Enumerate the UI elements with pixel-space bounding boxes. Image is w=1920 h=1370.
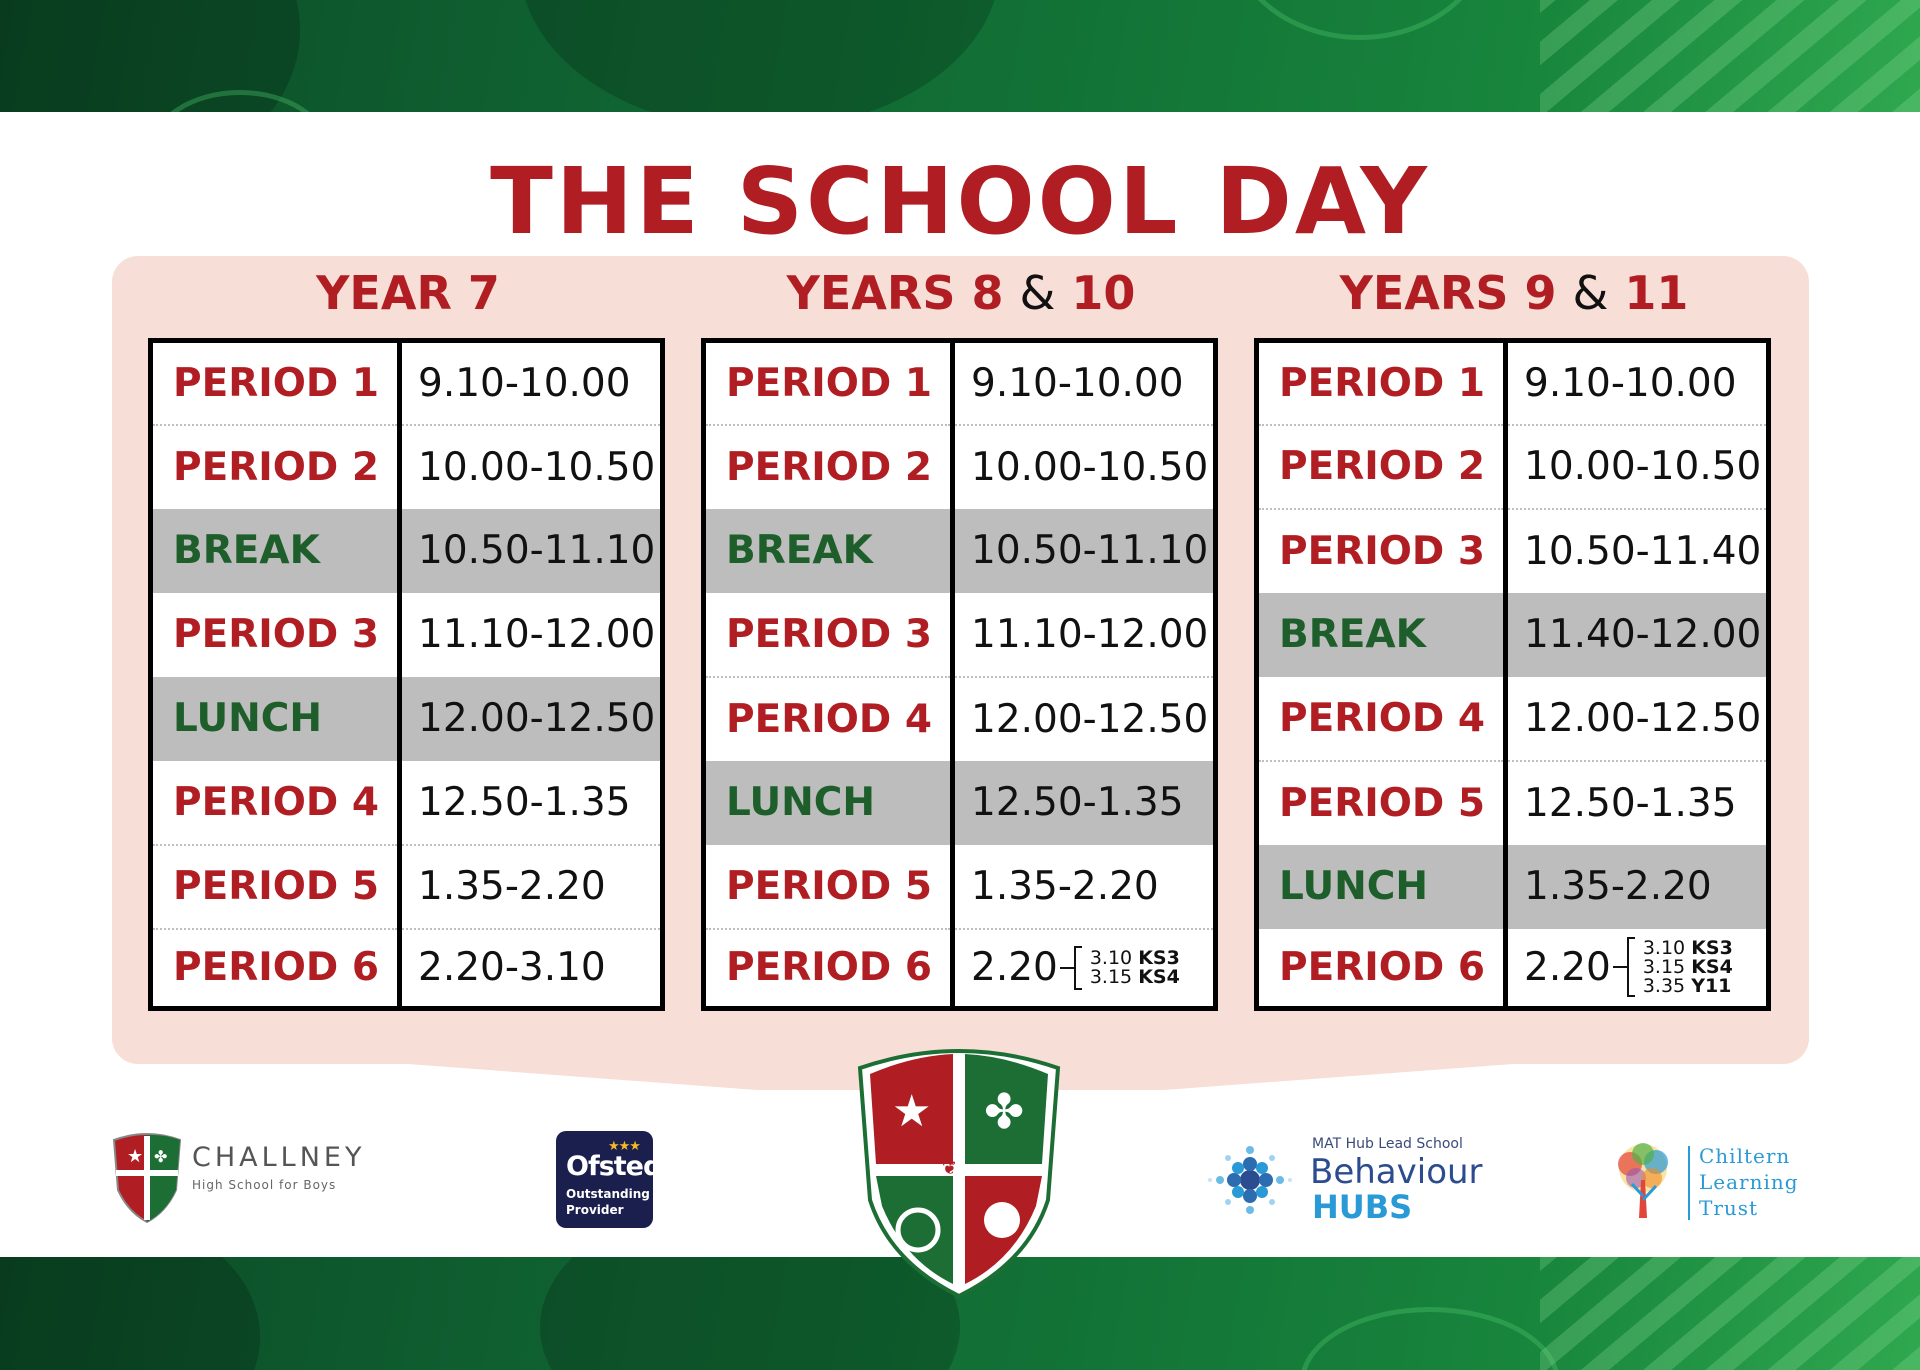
break-label: BREAK	[1257, 593, 1506, 677]
period-time: 12.00-12.50	[953, 677, 1216, 761]
school-crest-icon	[110, 1132, 184, 1224]
table-row	[1257, 677, 1769, 761]
table-row	[151, 509, 663, 593]
table-row	[1257, 509, 1769, 593]
column-heading-years-8-10: YEARS 8 & 10	[786, 266, 1136, 320]
chiltern-word-1: Chiltern	[1699, 1144, 1791, 1168]
svg-text:✤: ✤	[984, 1084, 1025, 1140]
timetable-years-9-11	[1254, 338, 1771, 1011]
table-row	[151, 677, 663, 761]
period-time: 12.50-1.35	[418, 779, 631, 825]
table-row	[151, 593, 663, 677]
table-row	[151, 425, 663, 509]
dots-icon	[1200, 1132, 1300, 1227]
period-time-split	[953, 929, 1216, 1009]
table-row	[704, 761, 1216, 845]
period-label: PERIOD 1	[704, 341, 953, 425]
hubs-behaviour-word: Behaviour	[1310, 1152, 1483, 1192]
period-label: PERIOD 2	[1257, 425, 1506, 509]
table-row	[1257, 845, 1769, 929]
lunch-label: LUNCH	[1257, 845, 1506, 929]
table-row	[704, 425, 1216, 509]
ofsted-stars: ★★★	[608, 1139, 640, 1154]
lunch-label: LUNCH	[151, 677, 400, 761]
top-banner	[0, 0, 1920, 112]
period-time: 2.20-3.10	[400, 929, 663, 1009]
period-label: PERIOD 4	[704, 677, 953, 761]
table-row	[704, 593, 1216, 677]
period-time: 1.35-2.20	[971, 863, 1159, 909]
hubs-tagline: MAT Hub Lead School	[1312, 1136, 1463, 1152]
lunch-label: LUNCH	[704, 761, 953, 845]
period-label: PERIOD 6	[151, 929, 400, 1009]
timetable-years-8-10	[701, 338, 1218, 1011]
period-time: 12.00-12.50	[1524, 695, 1762, 741]
period-time: 10.00-10.50	[953, 425, 1216, 509]
table-row	[704, 677, 1216, 761]
ofsted-wordmark: Ofsted	[566, 1151, 662, 1182]
period-time: 10.00-10.50	[400, 425, 663, 509]
period-time: 12.50-1.35	[1506, 761, 1769, 845]
period-time: 11.10-12.00	[418, 612, 656, 657]
table-row	[151, 845, 663, 929]
table-row	[1257, 761, 1769, 845]
challney-logo	[110, 1132, 370, 1224]
svg-text:★: ★	[892, 1086, 932, 1137]
table-row	[704, 929, 1216, 1009]
period-label: PERIOD 4	[1257, 677, 1506, 761]
period-label: PERIOD 3	[1257, 509, 1506, 593]
svg-text:✤: ✤	[154, 1147, 168, 1166]
period-label: PERIOD 3	[704, 593, 953, 677]
table-row	[1257, 593, 1769, 677]
challney-name: CHALLNEY	[192, 1142, 366, 1173]
svg-text:❦: ❦	[942, 1158, 958, 1179]
period-label: PERIOD 1	[1257, 341, 1506, 425]
period-label: PERIOD 5	[1257, 761, 1506, 845]
period-time: 10.50-11.40	[1506, 509, 1769, 593]
timetable-year-7	[148, 338, 665, 1011]
break-time: 10.50-11.10	[953, 509, 1216, 593]
period-start-time: 2.20	[1524, 944, 1611, 990]
end-time-option: 3.15 KS4	[1642, 955, 1733, 978]
period-time: 9.10-10.00	[1524, 360, 1737, 406]
chiltern-word-3: Trust	[1699, 1196, 1759, 1220]
column-heading-year-7: YEAR 7	[316, 266, 500, 320]
page-title: THE SCHOOL DAY	[490, 148, 1430, 255]
table-row	[151, 341, 663, 425]
table-row	[704, 845, 1216, 929]
break-time: 10.50-11.10	[400, 509, 663, 593]
table-row	[704, 509, 1216, 593]
period-label: PERIOD 6	[704, 929, 953, 1009]
period-time: 9.10-10.00	[971, 360, 1184, 406]
period-label: PERIOD 6	[1257, 929, 1506, 1009]
break-label: BREAK	[704, 509, 953, 593]
period-label: PERIOD 1	[151, 341, 400, 425]
lunch-time: 12.00-12.50	[400, 677, 663, 761]
challney-subtitle: High School for Boys	[192, 1178, 337, 1192]
table-row	[151, 761, 663, 845]
period-time: 1.35-2.20	[400, 845, 663, 929]
hubs-word: HUBS	[1312, 1188, 1413, 1226]
period-time: 10.00-10.50	[1506, 425, 1769, 509]
column-heading-years-9-11: YEARS 9 & 11	[1339, 266, 1689, 320]
lunch-time: 12.50-1.35	[953, 761, 1216, 845]
break-time: 11.40-12.00	[1506, 593, 1769, 677]
period-time: 11.10-12.00	[971, 611, 1209, 657]
table-row	[1257, 425, 1769, 509]
table-row	[704, 341, 1216, 425]
svg-text:★: ★	[127, 1146, 144, 1167]
end-time-option: 3.10 KS3	[1642, 936, 1733, 959]
chiltern-word-2: Learning	[1699, 1170, 1799, 1194]
period-start-time: 2.20	[971, 945, 1058, 991]
period-label: PERIOD 3	[151, 593, 400, 677]
break-label: BREAK	[151, 509, 400, 593]
table-row	[1257, 341, 1769, 425]
period-label: PERIOD 2	[704, 425, 953, 509]
period-label: PERIOD 2	[151, 425, 400, 509]
tree-icon	[1606, 1140, 1680, 1220]
behaviour-hubs-logo	[1200, 1132, 1483, 1227]
period-label: PERIOD 5	[704, 845, 953, 929]
school-crest	[852, 1040, 1066, 1300]
period-time: 9.10-10.00	[418, 360, 631, 406]
end-time-option: 3.15 KS4	[1089, 965, 1180, 988]
end-time-option: 3.35 Y11	[1642, 974, 1732, 997]
end-time-option: 3.10 KS3	[1089, 946, 1180, 969]
ofsted-logo	[556, 1131, 662, 1228]
school-crest-icon	[852, 1040, 1066, 1300]
chiltern-learning-trust-logo	[1606, 1140, 1816, 1230]
ofsted-line-1: Outstanding	[566, 1187, 650, 1201]
period-label: PERIOD 4	[151, 761, 400, 845]
period-label: PERIOD 5	[151, 845, 400, 929]
period-time-split	[1506, 929, 1769, 1009]
lunch-time: 1.35-2.20	[1506, 845, 1769, 929]
table-row	[151, 929, 663, 1009]
table-row	[1257, 929, 1769, 1009]
ofsted-line-2: Provider	[566, 1203, 624, 1217]
